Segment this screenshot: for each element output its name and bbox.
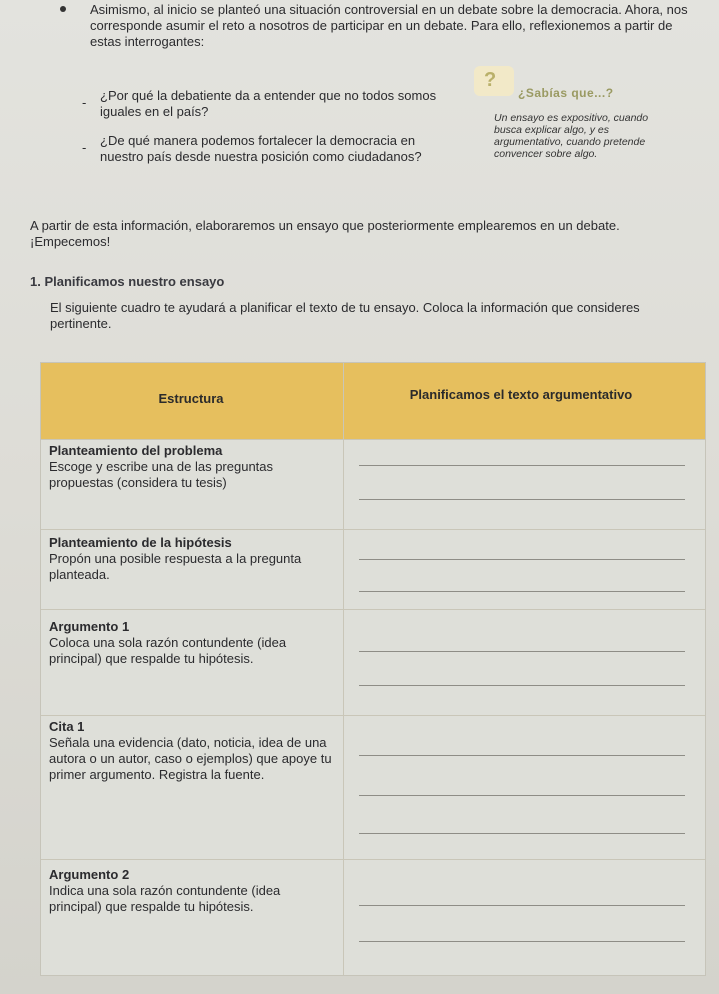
row-divider (41, 439, 705, 440)
writing-line[interactable] (359, 651, 685, 652)
question-mark-icon: ? (474, 66, 514, 96)
row-divider (41, 715, 705, 716)
bullet-icon (60, 6, 66, 12)
writing-line[interactable] (359, 833, 685, 834)
row-planteamiento-problema (49, 443, 335, 491)
row-description: Indica una sola razón contundente (idea principal) que respalde tu hipótesis. (49, 883, 281, 914)
column-divider (343, 363, 344, 975)
info-paragraph: A partir de esta información, elaboraremos un ensayo que posteriormente emplearemos en un debate. ¡Empecemos! (30, 218, 620, 249)
row-argumento-2 (49, 867, 335, 915)
row-description: Coloca una sola razón contundente (idea principal) que respalde tu hipótesis. (49, 635, 287, 666)
dash-bullet-2: - (82, 140, 87, 155)
writing-line[interactable] (359, 795, 685, 796)
question-2: ¿De qué manera podemos fortalecer la democracia en nuestro país desde nuestra posición como ciudadanos? (100, 133, 422, 164)
row-planteamiento-hipotesis (49, 535, 335, 583)
writing-line[interactable] (359, 559, 685, 560)
header-planificamos: Planificamos el texto argumentativo (409, 387, 633, 402)
section-instructions: El siguiente cuadro te ayudará a planificar el texto de tu ensayo. Coloca la información que consideres pertinente. (50, 300, 640, 331)
row-description: Propón una posible respuesta a la pregunta planteada. (49, 551, 302, 582)
question-1: ¿Por qué la debatiente da a entender que no todos somos iguales en el país? (100, 88, 437, 119)
sabias-title: ¿Sabías que...? (518, 86, 614, 100)
row-divider (41, 529, 705, 530)
section-title: 1. Planificamos nuestro ensayo (30, 274, 225, 289)
writing-line[interactable] (359, 465, 685, 466)
row-divider (41, 859, 705, 860)
row-title: Argumento 1 (49, 619, 130, 634)
row-description: Señala una evidencia (dato, noticia, idea de una autora o un autor, caso o ejemplos) que apoye tu primer argumento. Registra la fuente. (49, 735, 332, 782)
row-title: Planteamiento de la hipótesis (49, 535, 232, 550)
writing-line[interactable] (359, 905, 685, 906)
writing-line[interactable] (359, 755, 685, 756)
row-divider (41, 609, 705, 610)
row-description: Escoge y escribe una de las preguntas propuestas (considera tu tesis) (49, 459, 274, 490)
writing-line[interactable] (359, 591, 685, 592)
planning-table (40, 362, 706, 976)
row-title: Planteamiento del problema (49, 443, 223, 458)
header-estructura: Estructura (158, 391, 224, 406)
writing-line[interactable] (359, 499, 685, 500)
row-title: Cita 1 (49, 719, 85, 734)
dash-bullet-1: - (82, 95, 87, 110)
writing-line[interactable] (359, 685, 685, 686)
row-title: Argumento 2 (49, 867, 130, 882)
sabias-que-box (472, 66, 682, 194)
writing-line[interactable] (359, 941, 685, 942)
sabias-body: Un ensayo es expositivo, cuando busca explicar algo, y es argumentativo, cuando pretende convencer sobre algo. (494, 112, 649, 160)
row-argumento-1 (49, 619, 335, 667)
intro-paragraph: Asimismo, al inicio se planteó una situación controversial en un debate sobre la democracia. Ahora, nos corresponde asumir el reto a nosotros de participar en un debate. Para ello, reflexionemos a partir de estas interrogantes: (90, 2, 688, 49)
row-cita-1 (49, 719, 335, 783)
